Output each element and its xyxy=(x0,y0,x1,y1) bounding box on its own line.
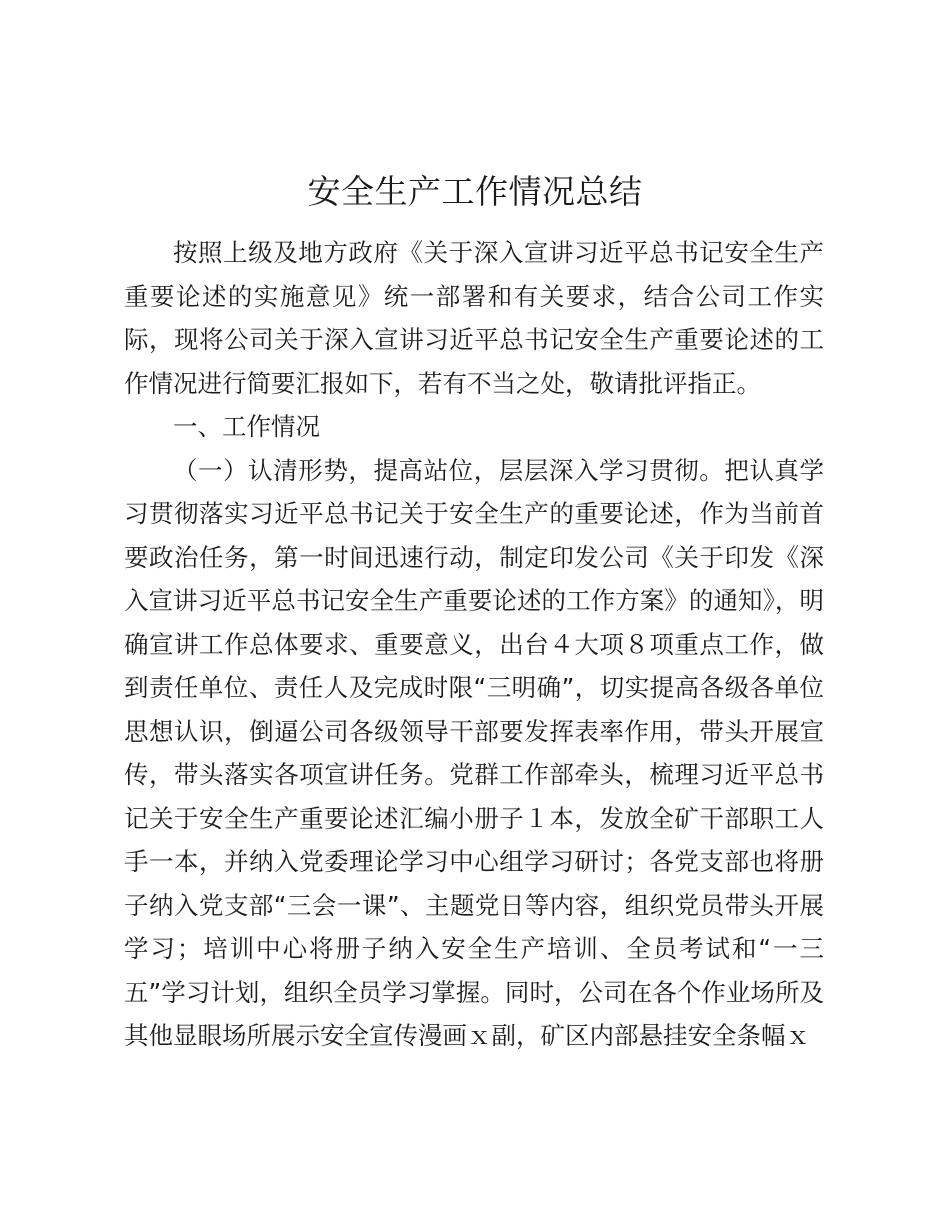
body-paragraph: （一）认清形势，提高站位，层层深入学习贯彻。把认真学习贯彻落实习近平总书记关于安全生产的重要论述，作为当前首要政治任务，第一时间迅速行动，制定印发公司《关于印发《深入宣讲习近平总书记安全生产重要论述的工作方案》的通知》，明确宣讲工作总体要求、重要意义，出台４大项８项重点工作，做到责任单位、责任人及完成时限“三明确”，切实提高各级各单位思想认识，倒逼公司各级领导干部要发挥表率作用，带头开展宣传，带头落实各项宣讲任务。党群工作部牵头，梳理习近平总书记关于安全生产重要论述汇编小册子１本，发放全矿干部职工人手一本，并纳入党委理论学习中心组学习研讨；各党支部也将册子纳入党支部“三会一课”、主题党日等内容，组织党员带头开展学习；培训中心将册子纳入安全生产培训、全员考试和“一三五”学习计划，组织全员学习掌握。同时，公司在各个作业场所及其他显眼场所展示安全宣传漫画ｘ副，矿区内部悬挂安全条幅ｘ xyxy=(124,455,824,1050)
document-body xyxy=(124,231,824,1058)
section-heading: 一、工作情况 xyxy=(173,412,320,441)
intro-paragraph: 按照上级及地方政府《关于深入宣讲习近平总书记安全生产重要论述的实施意见》统一部署和有关要求，结合公司工作实际，现将公司关于深入宣讲习近平总书记安全生产重要论述的工作情况进行简要汇报如下，若有不当之处，敬请批评指正。 xyxy=(124,238,824,398)
document-title: 安全生产工作情况总结 xyxy=(307,172,643,211)
